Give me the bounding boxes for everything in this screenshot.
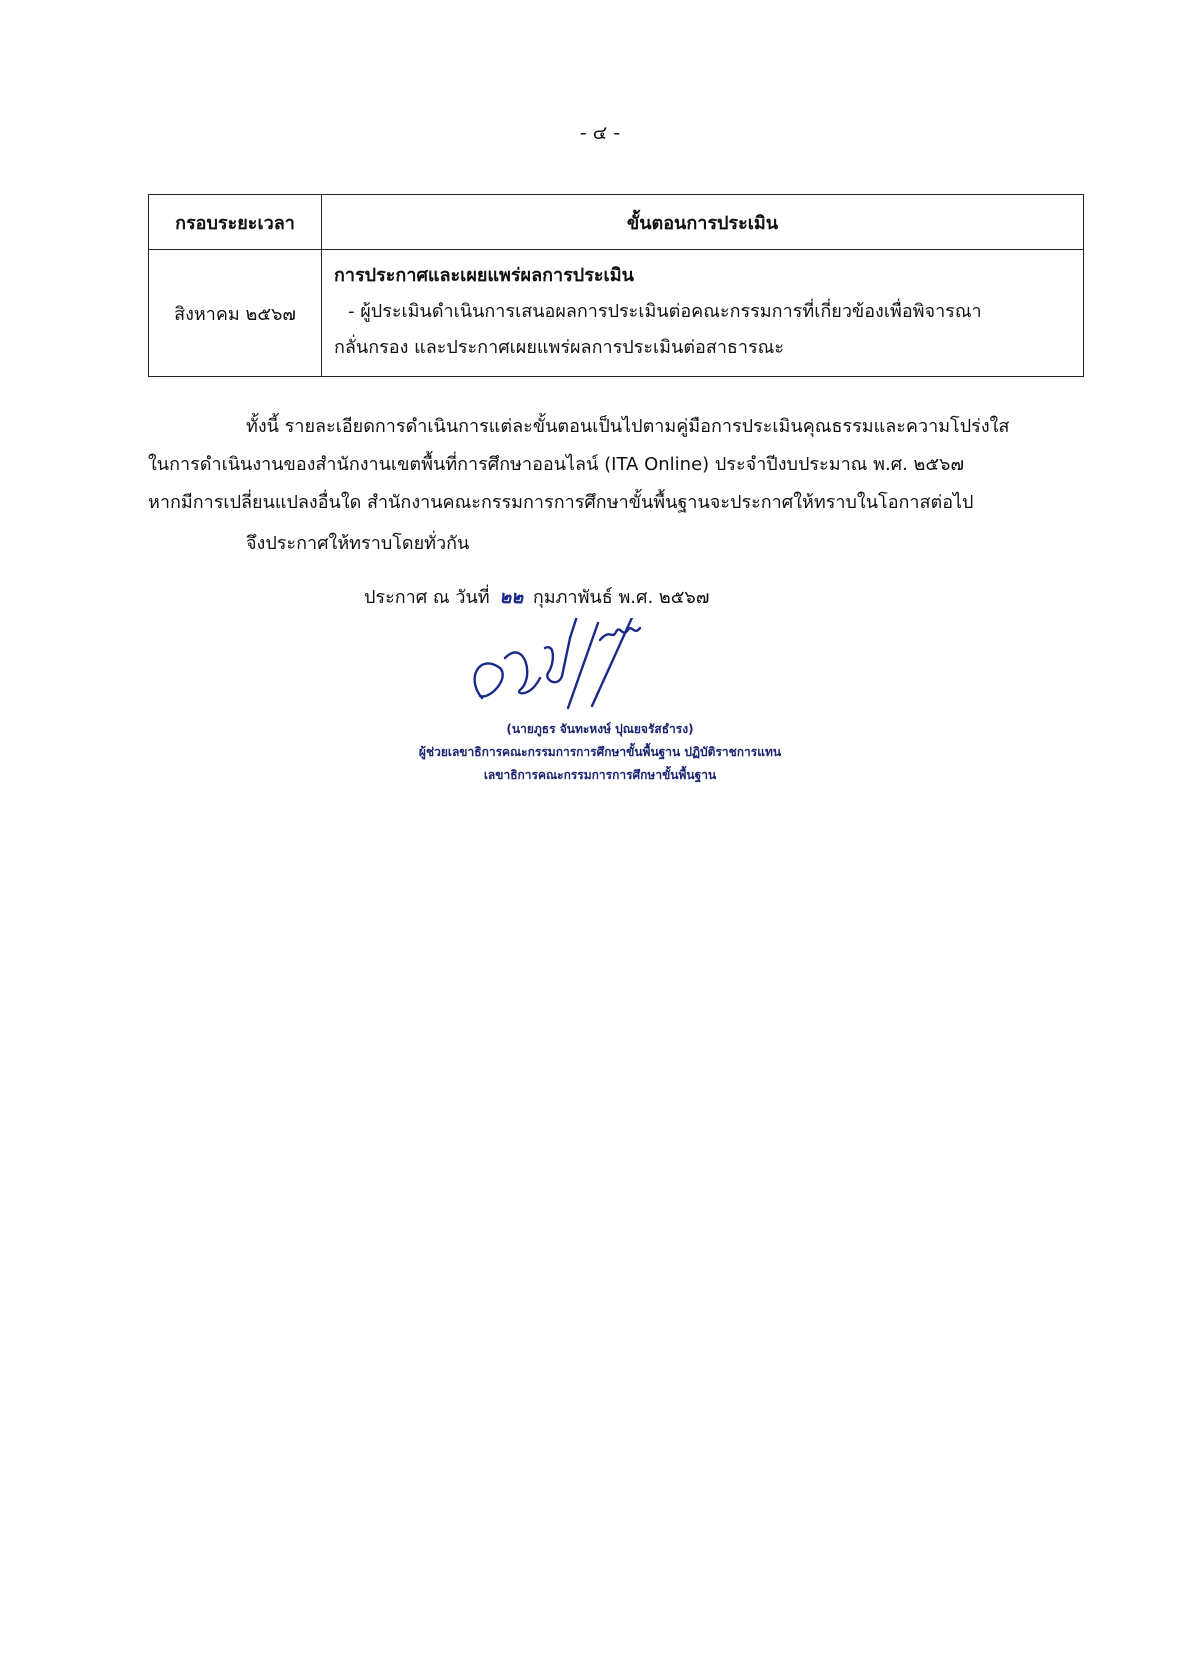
body-line-1: ทั้งนี้ รายละเอียดการดำเนินการแต่ละขั้นตอนเป็นไปตามคู่มือการประเมินคุณธรรมและความโปร่งใส	[246, 416, 1010, 437]
table-row	[149, 250, 1084, 377]
announcement-prefix: ประกาศ ณ วันที่	[364, 587, 490, 608]
signer-block	[0, 718, 1200, 787]
closing-statement: จึงประกาศให้ทราบโดยทั่วกัน	[246, 533, 470, 554]
assessment-schedule-table	[148, 194, 1084, 377]
signer-name: (นายภูธร จันทะหงษ์ ปุณยจรัสธำรง)	[506, 722, 694, 736]
period-cell: สิงหาคม ๒๕๖๗	[149, 250, 322, 377]
signer-position-2: เลขาธิการคณะกรรมการการศึกษาขั้นพื้นฐาน	[483, 768, 717, 782]
table-header-row	[149, 195, 1084, 250]
step-title: การประกาศและเผยแพร่ผลการประเมิน	[334, 265, 634, 286]
body-line-2: ในการดำเนินงานของสำนักงานเขตพื้นที่การศึกษาออนไลน์ (ITA Online) ประจำปีงบประมาณ พ.ศ. ๒๕๖๗	[148, 454, 965, 475]
announcement-month-year: กุมภาพันธ์ พ.ศ. ๒๕๖๗	[532, 587, 710, 608]
step-cell	[322, 250, 1084, 377]
body-line-3: หากมีการเปลี่ยนแปลงอื่นใด สำนักงานคณะกรรมการการศึกษาขั้นพื้นฐานจะประกาศให้ทราบในโอกาสต่อไป	[148, 492, 974, 513]
step-detail-line1: - ผู้ประเมินดำเนินการเสนอผลการประเมินต่อคณะกรรมการที่เกี่ยวข้องเพื่อพิจารณา	[348, 301, 982, 322]
header-steps: ขั้นตอนการประเมิน	[322, 195, 1084, 250]
page-number: - ๔ -	[579, 122, 621, 144]
signature-mark	[460, 618, 690, 718]
header-period: กรอบระยะเวลา	[149, 195, 322, 250]
step-detail-line2: กลั่นกรอง และประกาศเผยแพร่ผลการประเมินต่อสาธารณะ	[334, 337, 785, 358]
body-paragraph	[148, 408, 1084, 522]
announcement-day: ๒๒	[499, 587, 524, 608]
announcement-date	[364, 582, 709, 611]
signer-position: ผู้ช่วยเลขาธิการคณะกรรมการการศึกษาขั้นพื้นฐาน ปฏิบัติราชการแทน	[418, 745, 782, 759]
